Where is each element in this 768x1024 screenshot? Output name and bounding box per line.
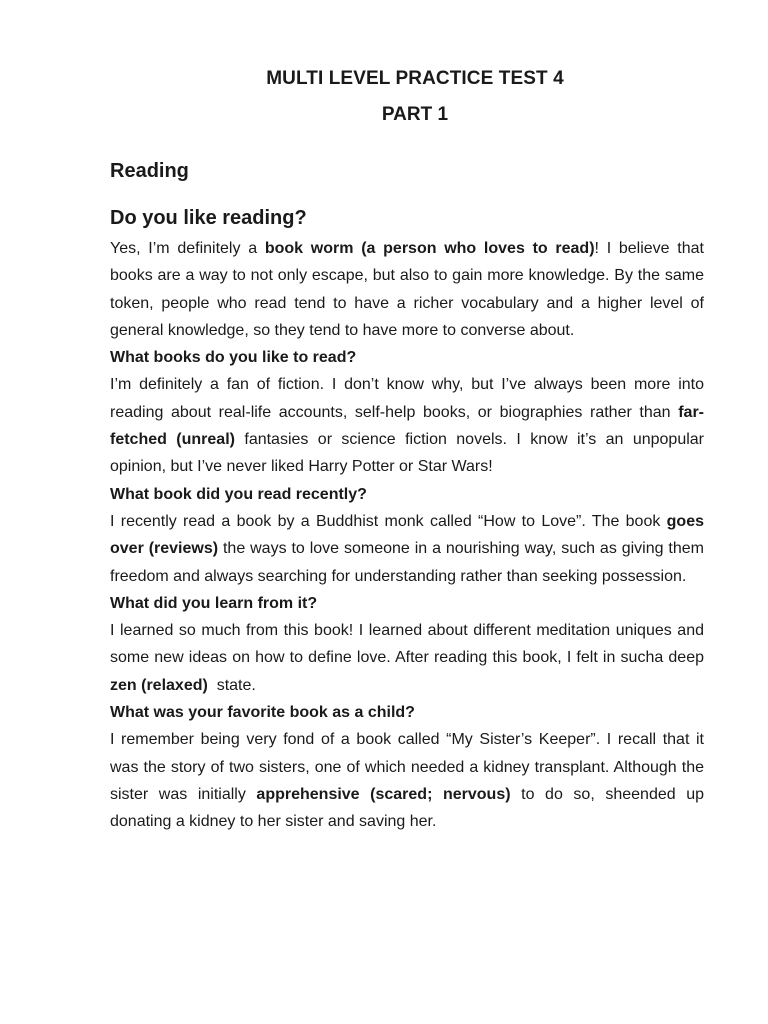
answer-paragraph [110,508,704,590]
vocab-term: zen (relaxed) [110,676,208,694]
question-title: What books do you like to read? [110,349,357,367]
vocab-term: book worm (a person who loves to read) [264,240,595,257]
document-title: MULTI LEVEL PRACTICE TEST 4 [266,68,564,89]
answer-text: fantasies or science fiction novels. I know it’s an unpopular opinion, but I’ve never liked Harry Potter or Star Wars! [110,431,704,476]
vocab-term: goes over (reviews) [110,512,704,558]
question-title: Do you like reading? [110,207,307,229]
answer-text: Yes, I’m definitely a [110,240,265,257]
vocab-term: apprehensive (scared; nervous) [256,785,511,803]
qa-content [110,205,704,836]
answer-paragraph [110,726,704,835]
answer-paragraph [110,617,704,699]
answer-text: I learned so much from this book! I learned about different meditation uniques and some new ideas on how to define love. After reading this book, I felt in sucha deep [110,622,704,667]
answer-text: ! I believe that books are a way to not only escape, but also to gain more knowledge. By the same token, people who read tend to have a richer vocabulary and a higher level of general knowledge, so they tend to have more to converse about. [110,240,704,339]
question-title: What did you learn from it? [110,594,318,612]
question-title: What book did you read recently? [110,485,367,503]
answer-text: I recently read a book by a Buddhist monk called “How to Love”. The book [110,512,667,530]
section-heading: Reading [110,160,189,182]
answer-text: I’m definitely a fan of fiction. I don’t know why, but I’ve always been more into reading about real-life accounts, self-help books, or biographies rather than [110,376,704,421]
answer-paragraph [110,371,704,480]
answer-text: to do so, sheended up donating a kidney to her sister and saving her. [110,785,705,831]
question-title: What was your favorite book as a child? [110,704,415,722]
vocab-term: far-fetched (unreal) [110,403,704,449]
answer-paragraph [110,235,704,344]
answer-text: the ways to love someone in a nourishing way, such as giving them freedom and always searching for understanding rather than seeking possession. [110,540,705,585]
answer-text: I remember being very fond of a book called “My Sister’s Keeper”. I recall that it was the story of two sisters, one of which needed a kidney transplant. Although the sister was initially [110,731,704,803]
part-heading: PART 1 [381,104,449,125]
answer-text: state. [207,676,256,694]
